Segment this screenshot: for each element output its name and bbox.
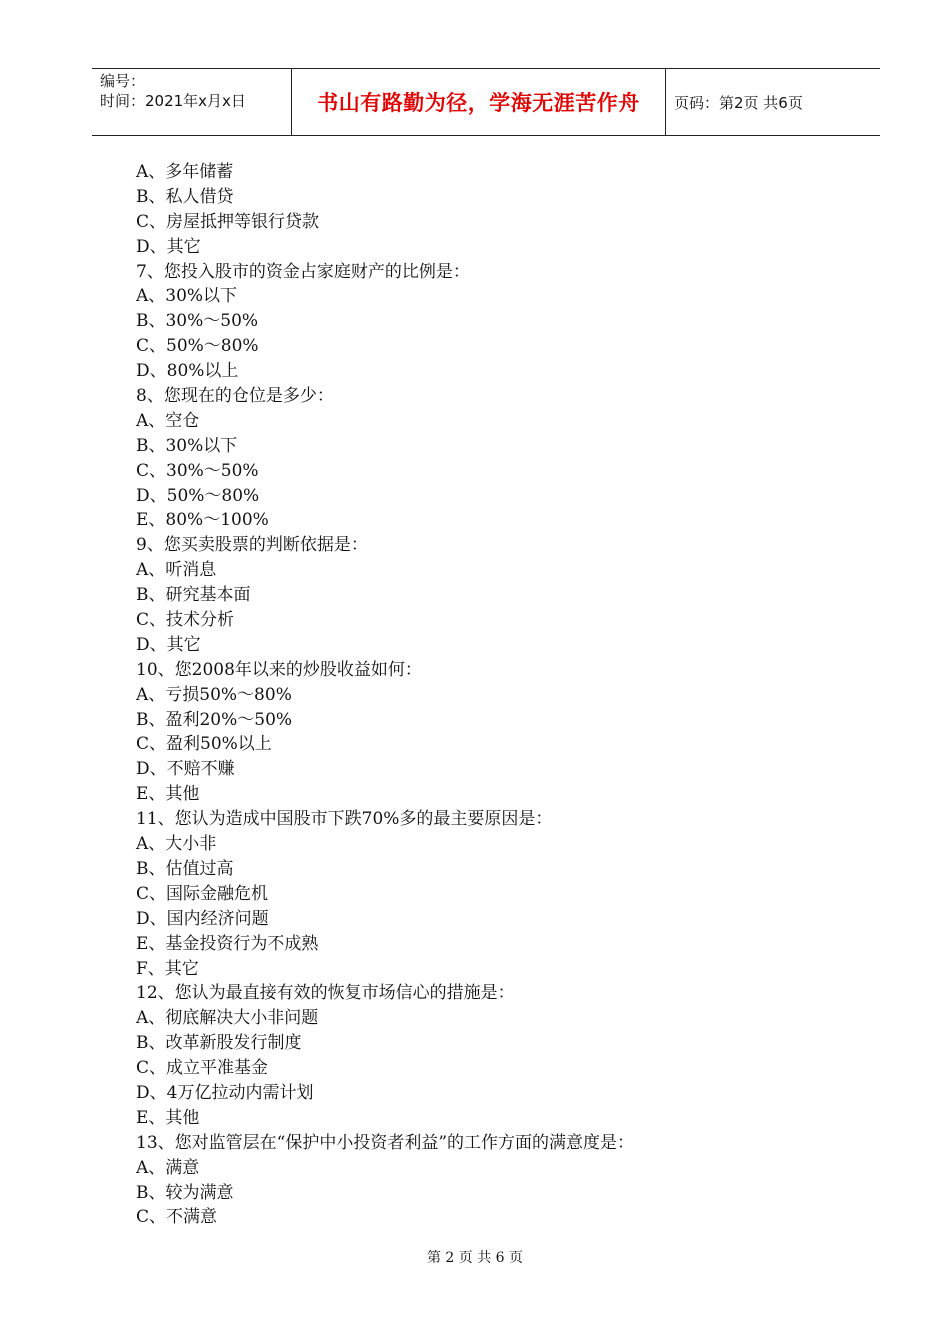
question-line: 7、您投入股市的资金占家庭财产的比例是： xyxy=(136,261,470,282)
option-line: B、改革新股发行制度 xyxy=(136,1033,302,1054)
question-line: 10、您2008年以来的炒股收益如何： xyxy=(136,659,422,680)
time-label: 时间：2021年x月x日 xyxy=(100,92,246,110)
option-line: A、亏损50%～80% xyxy=(136,684,292,705)
option-line: B、私人借贷 xyxy=(136,186,234,207)
option-line: A、30%以下 xyxy=(136,286,238,307)
header-motto: 书山有路勤为径，学海无涯苦作舟 xyxy=(292,69,666,135)
question-line: 9、您买卖股票的判断依据是： xyxy=(136,535,368,556)
option-line: D、50%～80% xyxy=(136,485,260,506)
question-line: 13、您对监管层在“保护中小投资者利益”的工作方面的满意度是： xyxy=(136,1132,635,1153)
option-line: B、盈利20%～50% xyxy=(136,709,293,730)
header-meta xyxy=(92,69,292,135)
option-line: C、不满意 xyxy=(136,1207,218,1228)
option-line: C、房屋抵押等银行贷款 xyxy=(136,211,320,232)
option-line: D、4万亿拉动内需计划 xyxy=(136,1082,314,1103)
option-line: D、其它 xyxy=(136,236,201,257)
question-line: 8、您现在的仓位是多少： xyxy=(136,386,334,407)
number-label: 编号： xyxy=(100,72,146,90)
question-line: 11、您认为造成中国股市下跌70%多的最主要原因是： xyxy=(136,809,553,830)
option-line: D、国内经济问题 xyxy=(136,908,269,929)
option-line: C、国际金融危机 xyxy=(136,883,269,904)
option-line: D、80%以上 xyxy=(136,361,239,382)
option-line: C、30%～50% xyxy=(136,460,259,481)
option-line: C、盈利50%以上 xyxy=(136,734,272,755)
page-header xyxy=(92,68,880,136)
option-line: B、30%以下 xyxy=(136,435,238,456)
option-line: E、基金投资行为不成熟 xyxy=(136,933,319,954)
question-line: 12、您认为最直接有效的恢复市场信心的措施是： xyxy=(136,983,515,1004)
option-line: E、其他 xyxy=(136,784,200,805)
option-line: B、研究基本面 xyxy=(136,585,251,606)
option-line: D、其它 xyxy=(136,634,201,655)
option-line: F、其它 xyxy=(136,958,199,979)
option-line: A、空仓 xyxy=(136,410,200,431)
survey-content xyxy=(136,160,876,1230)
option-line: C、技术分析 xyxy=(136,610,235,631)
header-page-code: 页码：第2页 共6页 xyxy=(674,93,803,112)
option-line: B、估值过高 xyxy=(136,858,234,879)
option-line: B、较为满意 xyxy=(136,1182,234,1203)
option-line: A、彻底解决大小非问题 xyxy=(136,1008,319,1029)
option-line: E、80%～100% xyxy=(136,510,269,531)
option-line: C、50%～80% xyxy=(136,336,259,357)
option-line: A、多年储蓄 xyxy=(136,162,234,182)
option-line: C、成立平准基金 xyxy=(136,1058,269,1079)
option-line: A、满意 xyxy=(136,1157,200,1178)
option-line: B、30%～50% xyxy=(136,311,259,332)
option-line: E、其他 xyxy=(136,1107,200,1128)
option-line: A、听消息 xyxy=(136,560,217,581)
option-line: D、不赔不赚 xyxy=(136,759,235,780)
page-footer: 第 2 页 共 6 页 xyxy=(426,1250,524,1266)
option-line: A、大小非 xyxy=(136,834,217,855)
